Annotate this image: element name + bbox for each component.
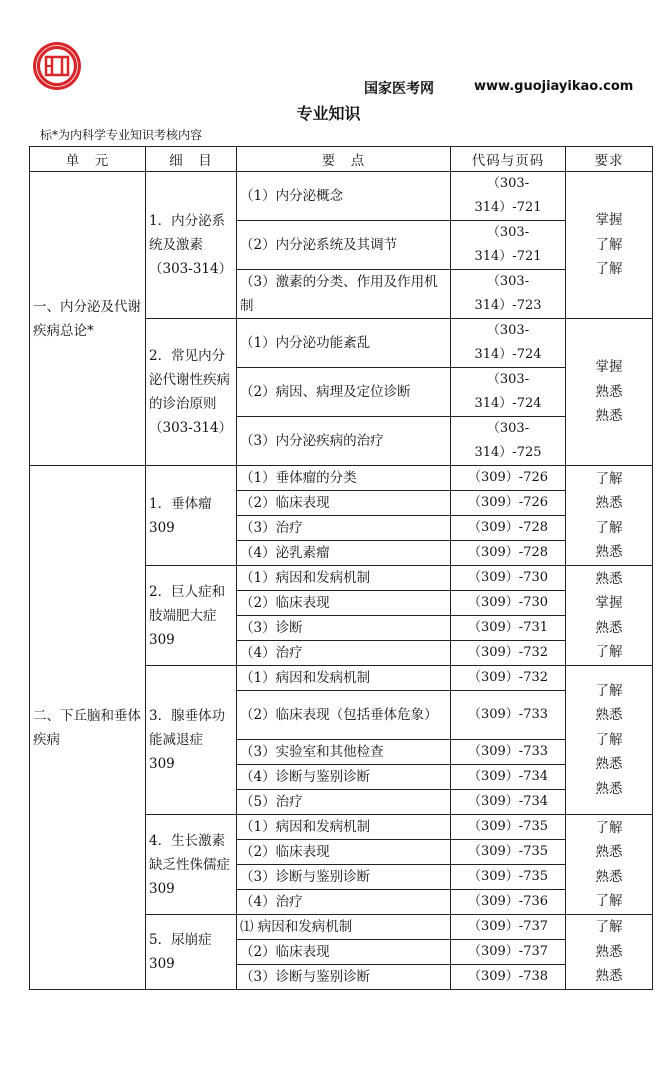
eti-logo-icon (29, 40, 85, 92)
column-header: 单 元 (30, 147, 146, 172)
item-cell (146, 319, 237, 466)
item-cell (146, 466, 237, 566)
point-cell: （3）诊断与鉴别诊断 (237, 965, 451, 990)
item-label: 2．常见内分泌代谢性疾病的诊治原则 (149, 348, 230, 412)
column-header: 要 点 (237, 147, 451, 172)
requirement: 熟悉 (595, 943, 623, 960)
code-cell: （309）-734 (451, 765, 566, 790)
requirement: 了解 (595, 236, 623, 253)
point-cell: （3）治疗 (237, 516, 451, 541)
point-cell: （2）临床表现（包括垂体危象） (237, 691, 451, 740)
code-cell: （309）-733 (451, 740, 566, 765)
code-cell: （309）-734 (451, 790, 566, 815)
item-code: （303-314） (149, 420, 233, 436)
item-code: 309 (149, 956, 175, 972)
item-cell (146, 815, 237, 915)
item-label: 5．尿崩症 (149, 932, 212, 948)
requirement-cell (566, 915, 653, 990)
point-cell: （1）垂体瘤的分类 (237, 466, 451, 491)
syllabus-table (29, 146, 653, 990)
point-cell: （4）治疗 (237, 890, 451, 915)
point-cell: ⑴ 病因和发病机制 (237, 915, 451, 940)
point-cell: （1）内分泌功能紊乱 (237, 319, 451, 368)
point-cell: （4）泌乳素瘤 (237, 541, 451, 566)
code-cell: （309）-726 (451, 466, 566, 491)
requirement: 了解 (595, 919, 623, 936)
requirement: 熟悉 (595, 844, 623, 860)
point-cell: （1）病因和发病机制 (237, 666, 451, 691)
code-cell: （309）-731 (451, 616, 566, 641)
requirement: 了解 (595, 731, 623, 748)
requirement: 熟悉 (595, 868, 623, 885)
requirement-cell (566, 466, 653, 566)
point-cell: （2）临床表现 (237, 491, 451, 516)
point-cell: （3）实验室和其他检查 (237, 740, 451, 765)
code-cell: （309）-738 (451, 965, 566, 990)
code-cell: （309）-735 (451, 840, 566, 865)
requirement: 掌握 (595, 212, 623, 229)
point-cell: （3）诊断 (237, 616, 451, 641)
item-code: 309 (149, 631, 175, 648)
code-cell: （303-314）-721 (451, 221, 566, 270)
code-cell: （309）-728 (451, 516, 566, 541)
code-cell: （309）-736 (451, 890, 566, 915)
item-code: 309 (149, 519, 175, 536)
requirement-cell (566, 666, 653, 815)
item-code: 309 (149, 756, 175, 772)
point-cell: （1）病因和发病机制 (237, 815, 451, 840)
code-cell: （309）-730 (451, 591, 566, 616)
item-cell (146, 172, 237, 319)
table-header-row (30, 147, 653, 172)
requirement: 熟悉 (595, 756, 623, 773)
item-cell (146, 915, 237, 990)
point-cell: （4）诊断与鉴别诊断 (237, 765, 451, 790)
unit-name: 一、内分泌及代谢疾病总论* (33, 298, 141, 339)
code-cell: （303-314）-724 (451, 368, 566, 417)
code-cell: （309）-730 (451, 566, 566, 591)
item-cell (146, 566, 237, 666)
point-cell: （4）治疗 (237, 641, 451, 666)
item-label: 2．巨人症和肢端肥大症 (149, 583, 226, 624)
code-cell: （309）-726 (451, 491, 566, 516)
item-label: 4．生长激素缺乏性侏儒症 (149, 832, 230, 873)
item-label: 1．内分泌系统及激素 (149, 213, 226, 253)
code-cell: （309）-735 (451, 865, 566, 890)
code-cell: （309）-737 (451, 940, 566, 965)
point-cell: （3）激素的分类、作用及作用机制 (237, 270, 451, 319)
requirement: 掌握 (595, 595, 623, 611)
requirement-cell (566, 815, 653, 915)
requirement: 熟悉 (595, 570, 623, 587)
requirement: 了解 (595, 819, 623, 836)
requirement: 熟悉 (595, 780, 623, 797)
code-cell: （303-314）-724 (451, 319, 566, 368)
requirement-cell (566, 172, 653, 319)
point-cell: （2）临床表现 (237, 591, 451, 616)
point-cell: （2）病因、病理及定位诊断 (237, 368, 451, 417)
code-cell: （303-314）-725 (451, 417, 566, 466)
column-header: 代码与页码 (451, 147, 566, 172)
item-cell (146, 666, 237, 815)
column-header: 要求 (566, 147, 653, 172)
point-cell: （5）治疗 (237, 790, 451, 815)
header-note: 标*为内科学专业知识考核内容 (40, 128, 203, 142)
requirement: 熟悉 (595, 408, 623, 425)
requirement: 了解 (595, 519, 623, 536)
table-row (30, 466, 653, 491)
requirement-cell (566, 319, 653, 466)
item-code: 309 (149, 880, 175, 897)
unit-name: 二、下丘脑和垂体疾病 (33, 707, 141, 748)
page-title: 专业知识 (296, 104, 361, 123)
item-code: （303-314） (149, 261, 233, 277)
unit-cell (30, 172, 146, 466)
requirement: 熟悉 (595, 383, 623, 400)
unit-cell (30, 466, 146, 990)
column-header: 细 目 (146, 147, 237, 172)
point-cell: （1）内分泌概念 (237, 172, 451, 221)
table-row (30, 172, 653, 221)
requirement-cell (566, 566, 653, 666)
point-cell: （2）临床表现 (237, 840, 451, 865)
requirement: 熟悉 (595, 544, 623, 560)
requirement: 掌握 (595, 359, 623, 376)
code-cell: （303-314）-723 (451, 270, 566, 319)
requirement: 了解 (595, 893, 623, 909)
requirement: 了解 (595, 470, 623, 487)
site-url[interactable]: www.guojiayikao.com (474, 79, 634, 94)
item-label: 1．垂体瘤 (149, 495, 212, 512)
site-name: 国家医考网 (364, 81, 434, 97)
point-cell: （3）诊断与鉴别诊断 (237, 865, 451, 890)
requirement: 熟悉 (595, 968, 623, 985)
point-cell: （2）临床表现 (237, 940, 451, 965)
requirement: 熟悉 (595, 619, 623, 636)
requirement: 了解 (595, 644, 623, 660)
requirement: 了解 (595, 682, 623, 699)
code-cell: （309）-728 (451, 541, 566, 566)
requirement: 熟悉 (595, 495, 623, 511)
requirement: 了解 (595, 261, 623, 278)
code-cell: （303-314）-721 (451, 172, 566, 221)
point-cell: （3）内分泌疾病的治疗 (237, 417, 451, 466)
code-cell: （309）-732 (451, 641, 566, 666)
code-cell: （309）-737 (451, 915, 566, 940)
point-cell: （2）内分泌系统及其调节 (237, 221, 451, 270)
point-cell: （1）病因和发病机制 (237, 566, 451, 591)
code-cell: （309）-733 (451, 691, 566, 740)
item-label: 3．腺垂体功能减退症 (149, 708, 226, 748)
code-cell: （309）-735 (451, 815, 566, 840)
requirement: 熟悉 (595, 707, 623, 724)
code-cell: （309）-732 (451, 666, 566, 691)
